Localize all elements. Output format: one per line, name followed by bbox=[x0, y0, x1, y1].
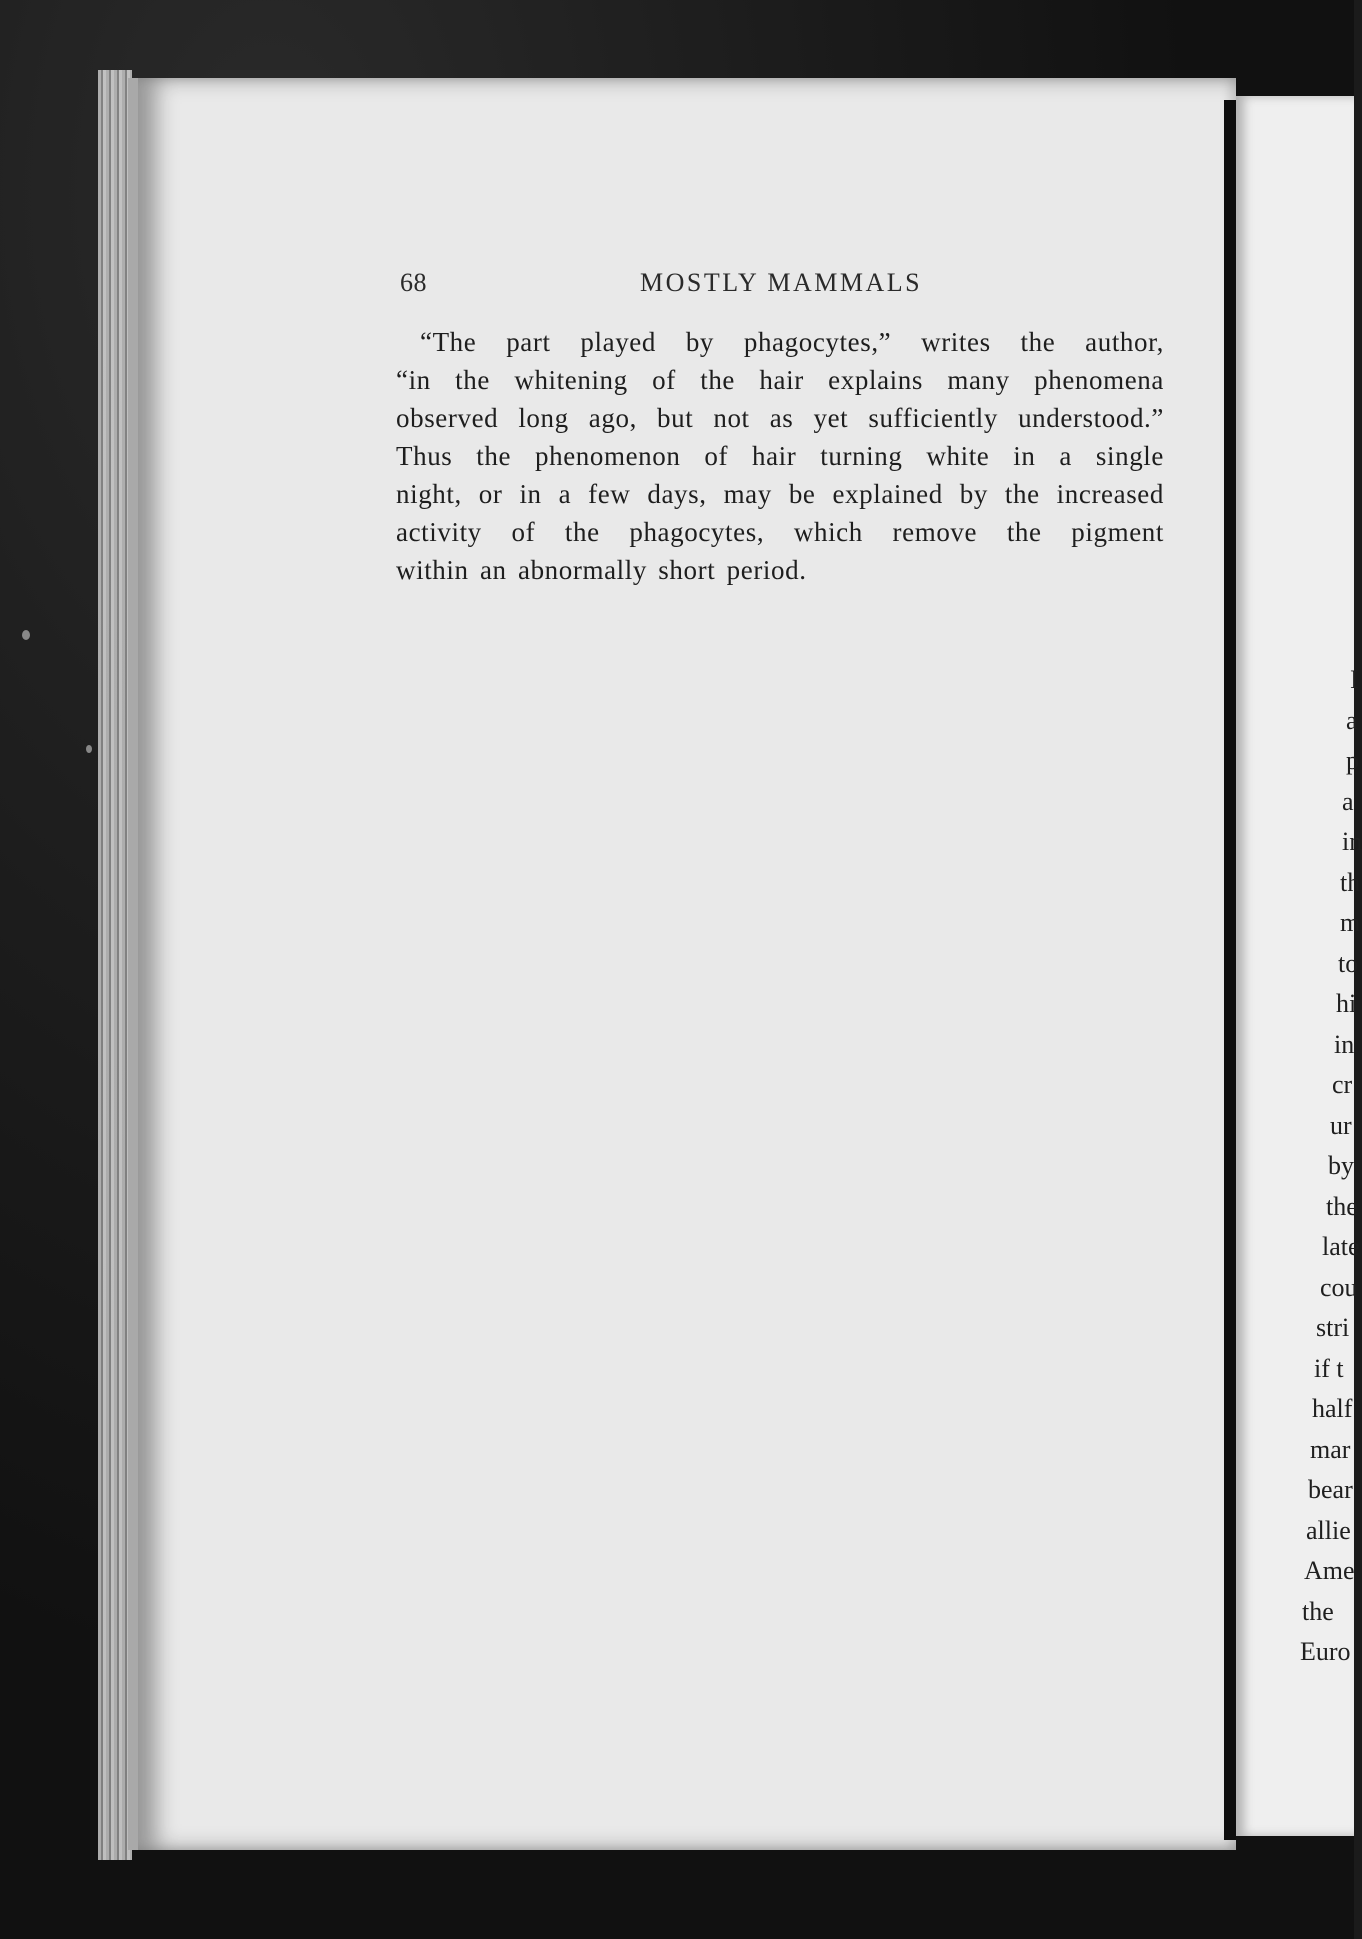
text-fragment: a bbox=[1342, 786, 1354, 816]
page-number: 68 bbox=[400, 268, 427, 297]
text-fragment: to bbox=[1338, 948, 1359, 978]
text-fragment: if t bbox=[1314, 1353, 1344, 1383]
text-fragment: Ame bbox=[1304, 1556, 1355, 1585]
page-edges bbox=[98, 70, 132, 1860]
text-line: “The part played by phagocytes,” writes the author, bbox=[420, 327, 1164, 357]
running-head: MOSTLY MAMMALS bbox=[640, 268, 923, 297]
text-fragment: cou bbox=[1320, 1272, 1358, 1302]
text-fragment: mar bbox=[1310, 1434, 1351, 1464]
text-fragment: in bbox=[1334, 1029, 1355, 1059]
text-fragment: late bbox=[1322, 1232, 1360, 1261]
text-fragment: a bbox=[1346, 705, 1358, 735]
text-fragment: I bbox=[1350, 665, 1359, 694]
text-line: night, or in a few days, may be explained by the increased bbox=[396, 479, 1164, 509]
text-fragment: the bbox=[1326, 1191, 1358, 1221]
text-line: activity of the phagocytes, which remove the pigment bbox=[396, 517, 1164, 547]
text-fragment: Euro bbox=[1300, 1637, 1351, 1666]
body-paragraph bbox=[396, 323, 1164, 589]
text-fragment: the bbox=[1302, 1596, 1334, 1626]
text-fragment: th bbox=[1340, 867, 1361, 897]
text-line: “in the whitening of the hair explains many phenomena bbox=[396, 365, 1164, 395]
text-fragment: m bbox=[1340, 908, 1361, 937]
text-fragment: stri bbox=[1316, 1313, 1350, 1342]
text-fragment: cr bbox=[1332, 1070, 1353, 1099]
text-fragment: bear bbox=[1308, 1475, 1353, 1504]
dust-speck bbox=[22, 630, 30, 640]
book-gutter bbox=[1224, 100, 1236, 1840]
text-fragment: half bbox=[1312, 1394, 1353, 1423]
text-line: Thus the phenomenon of hair turning white in a single bbox=[396, 441, 1164, 471]
text-line: observed long ago, but not as yet sufficiently understood.” bbox=[396, 403, 1164, 433]
text-fragment: hi bbox=[1336, 989, 1357, 1018]
text-fragment: in bbox=[1342, 827, 1362, 856]
text-fragment: p bbox=[1346, 746, 1359, 775]
text-fragment: ur bbox=[1330, 1110, 1352, 1140]
text-line: within an abnormally short period. bbox=[396, 555, 807, 585]
dust-speck bbox=[86, 745, 92, 753]
text-fragment: by bbox=[1328, 1151, 1354, 1180]
text-fragment: allie bbox=[1306, 1515, 1351, 1545]
right-page-text-fragments bbox=[1300, 660, 1362, 1673]
